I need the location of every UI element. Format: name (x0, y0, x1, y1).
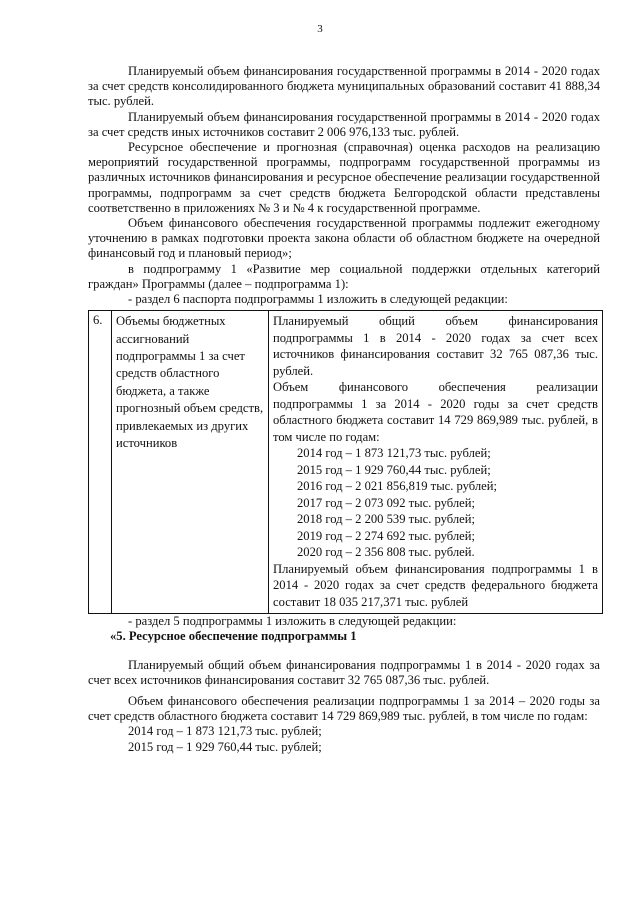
paragraph: - раздел 5 подпрограммы 1 изложить в следующей редакции: (128, 614, 457, 629)
page-number: 3 (317, 23, 323, 35)
paragraph: Объем финансового обеспечения государственной программы подлежит ежегодному уточнению в рамках подготовки проекта закона области об областном бюджете на очередной финансовый год и плановый период»; (88, 216, 600, 261)
paragraph: Объем финансового обеспечения реализации подпрограммы 1 за 2014 – 2020 годы за счет средств областного бюджета составит 14 729 869,989 тыс. рублей, в том числе по годам: (88, 694, 600, 724)
year-line: 2019 год – 2 274 692 тыс. рублей; (297, 528, 475, 543)
paragraph: Планируемый общий объем финансирования подпрограммы 1 в 2014 - 2020 годах за счет всех источников финансирования составит 32 765 087,36 тыс. рублей. (88, 657, 600, 687)
year-line: 2020 год – 2 356 808 тыс. рублей. (297, 545, 475, 560)
row-label: Объемы бюджетных ассигнований подпрограммы 1 за счет средств областного бюджета, а также прогнозный объем средств, привлекаемых из других источников (112, 311, 269, 614)
paragraph: Планируемый объем финансирования государственной программы в 2014 - 2020 годах за счет средств консолидированного бюджета муниципальных образований составит 41 888,34 тыс. рублей. (88, 64, 600, 109)
year-line: 2017 год – 2 073 092 тыс. рублей; (297, 495, 475, 510)
year-line: 2014 год – 1 873 121,73 тыс. рублей; (297, 446, 491, 461)
document-body (88, 64, 600, 755)
year-line: 2015 год – 1 929 760,44 тыс. рублей; (297, 462, 491, 477)
passport-table (88, 310, 603, 614)
section-title: «5. Ресурсное обеспечение подпрограммы 1 (110, 629, 357, 644)
paragraph: в подпрограмму 1 «Развитие мер социальной поддержки отдельных категорий граждан» Программы (далее – подпрограмма 1): (88, 261, 600, 291)
row-number: 6. (89, 311, 112, 614)
total-financing-text: Планируемый общий объем финансирования подпрограммы 1 в 2014 - 2020 годах за счет всех источников финансирования составит 32 765 087,36 тыс. рублей. (273, 314, 598, 378)
row-content (269, 311, 603, 614)
spacer (88, 645, 600, 658)
year-line: 2014 год – 1 873 121,73 тыс. рублей; (128, 724, 322, 739)
paragraph: Планируемый объем финансирования государственной программы в 2014 - 2020 годах за счет средств иных источников составит 2 006 976,133 тыс. рублей. (88, 109, 600, 139)
paragraph: - раздел 6 паспорта подпрограммы 1 изложить в следующей редакции: (128, 292, 508, 307)
year-line: 2016 год – 2 021 856,819 тыс. рублей; (297, 479, 498, 494)
regional-financing-text: Объем финансового обеспечения реализации подпрограммы 1 за 2014 - 2020 годы за счет средств областного бюджета составит 14 729 869,989 тыс. рублей, в том числе по годам: (273, 380, 598, 444)
federal-financing-text: Планируемый объем финансирования подпрограммы 1 в 2014 - 2020 годах за счет средств федерального бюджета составит 18 035 217,371 тыс. рублей (273, 561, 598, 609)
year-line: 2018 год – 2 200 539 тыс. рублей; (297, 512, 475, 527)
year-line: 2015 год – 1 929 760,44 тыс. рублей; (128, 739, 322, 754)
paragraph: Ресурсное обеспечение и прогнозная (справочная) оценка расходов на реализацию мероприятий государственной программы, подпрограмм государственной программы из различных источников финансирования и ресурсное обеспечение реализации государственной программы, подпрограмм за счет средств бюджета Белгородской области представлены соответственно в приложениях № 3 и № 4 к государственной программе. (88, 140, 600, 215)
table-row (89, 311, 603, 614)
